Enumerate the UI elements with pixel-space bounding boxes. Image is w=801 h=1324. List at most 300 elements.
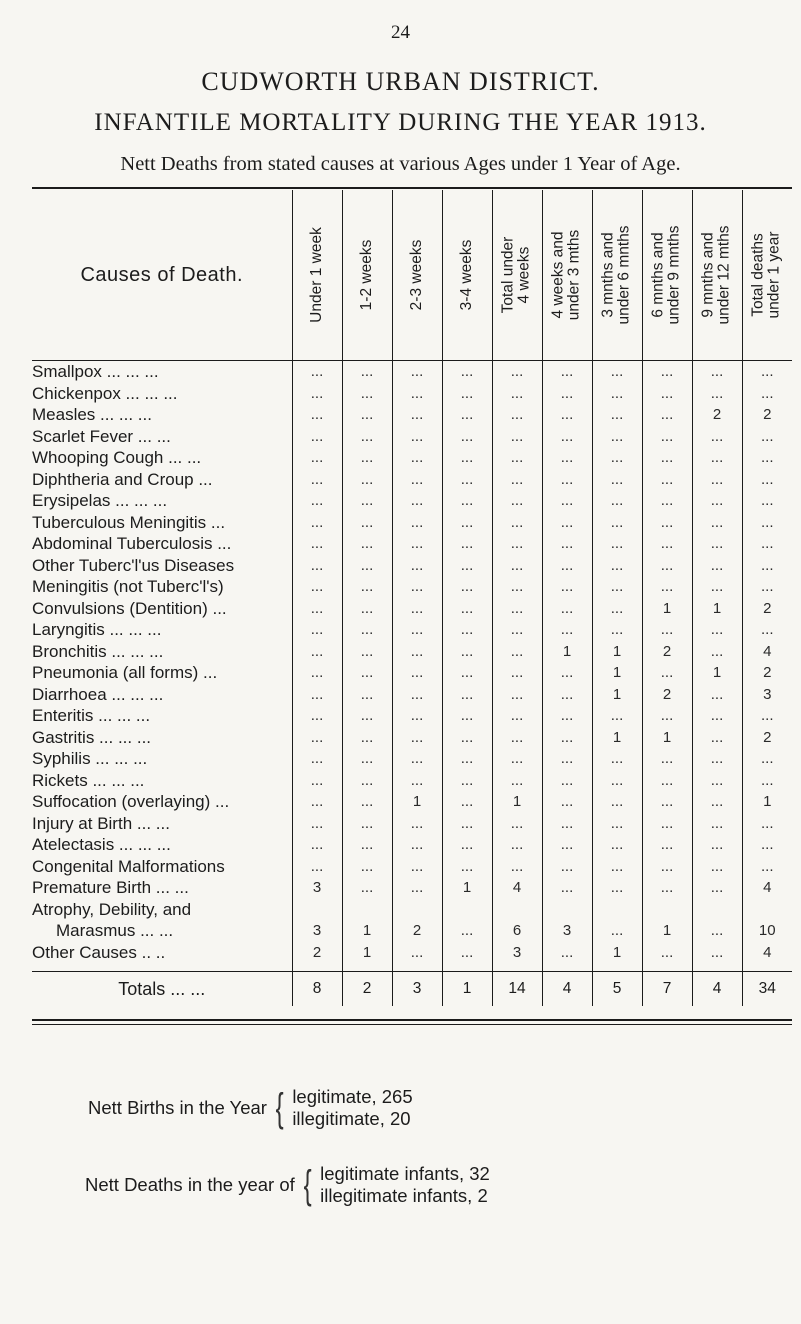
value-cell: ... [492,619,542,641]
value-cell: ... [642,576,692,598]
value-cell: ... [392,942,442,964]
value-cell: 1 [542,641,592,663]
age-header-label: 1-2 weeks [357,239,375,311]
table-row [32,791,792,813]
age-header-label: 2-3 weeks [407,239,425,311]
value-cell: ... [442,813,492,835]
table-row [32,619,792,641]
value-cell: ... [692,555,742,577]
value-cell: 2 [742,404,792,426]
value-cell: ... [442,555,492,577]
brace-icon: { [275,1086,284,1130]
page-number: 24 [391,22,410,43]
value-cell: ... [342,512,392,534]
value-cell: ... [542,426,592,448]
table-row [32,748,792,770]
cause-cell: Abdominal Tuberculosis ... [32,534,232,553]
value-cell: ... [642,469,692,491]
value-cell: ... [342,619,392,641]
value-cell: ... [692,834,742,856]
spacer-cell [542,963,592,972]
value-cell: ... [692,619,742,641]
value-cell: ... [642,533,692,555]
age-header [392,190,442,361]
value-cell: ... [592,920,642,942]
value-cell: ... [692,705,742,727]
value-cell: ... [642,856,692,878]
table-row [32,877,792,899]
value-cell: ... [542,490,592,512]
value-cell: 1 [642,920,692,942]
age-header-label: Total under 4 weeks [499,236,533,314]
cause-cell: Measles ... ... ... [32,405,152,424]
value-cell: ... [742,834,792,856]
value-cell: 1 [342,942,392,964]
value-cell: ... [342,555,392,577]
total-cell: 5 [592,972,642,1007]
value-cell: ... [542,942,592,964]
age-header [592,190,642,361]
value-cell: ... [292,856,342,878]
value-cell: ... [642,834,692,856]
value-cell: ... [692,576,742,598]
value-cell: 1 [492,791,542,813]
value-cell: ... [692,469,742,491]
value-cell: ... [392,748,442,770]
value-cell: ... [742,576,792,598]
value-cell: ... [442,447,492,469]
value-cell: 6 [492,920,542,942]
value-cell: ... [592,383,642,405]
value-cell: ... [292,469,342,491]
age-header-label: 6 mnths and under 9 mnths [649,225,683,325]
value-cell: ... [542,727,592,749]
value-cell: ... [492,856,542,878]
value-cell: ... [492,576,542,598]
age-header-label: 3-4 weeks [457,239,475,311]
value-cell: ... [742,619,792,641]
value-cell: ... [742,469,792,491]
value-cell: ... [642,770,692,792]
value-cell: 1 [642,598,692,620]
table-row [32,512,792,534]
mortality-table [32,190,792,1006]
value-cell: ... [342,426,392,448]
value-cell: ... [692,920,742,942]
value-cell: ... [642,555,692,577]
value-cell: ... [692,447,742,469]
value-cell: ... [342,490,392,512]
value-cell: ... [642,662,692,684]
spacer-row [32,963,792,972]
value-cell: ... [692,727,742,749]
value-cell: 1 [442,877,492,899]
value-cell: ... [542,598,592,620]
cause-cell: Meningitis (not Tuberc'l's) [32,577,224,596]
value-cell: 2 [742,727,792,749]
value-cell: ... [292,813,342,835]
total-cell: 3 [392,972,442,1007]
value-cell: ... [442,598,492,620]
cause-cell: Gastritis ... ... ... [32,727,152,747]
value-cell: ... [492,512,542,534]
cause-cell: Premature Birth ... ... [32,878,189,897]
value-cell: ... [442,641,492,663]
value-cell: ... [692,770,742,792]
value-cell: ... [542,383,592,405]
deaths-prefix: Nett Deaths in the year of [85,1174,295,1195]
age-header-label: 3 mnths and under 6 mnths [599,225,633,325]
document-title: CUDWORTH URBAN DISTRICT. [201,67,600,96]
table-row [32,383,792,405]
total-cell: 4 [692,972,742,1007]
value-cell: ... [342,662,392,684]
spacer-cell [492,963,542,972]
value-cell [492,899,542,921]
cause-cell: Suffocation (overlaying) ... [32,792,230,811]
value-cell: 2 [642,641,692,663]
table-row [32,920,792,942]
table-row [32,555,792,577]
value-cell [642,899,692,921]
value-cell: ... [442,576,492,598]
table-row [32,899,792,921]
value-cell: ... [442,426,492,448]
spacer-cell [342,963,392,972]
age-header-label: 9 mnths and under 12 mths [699,225,733,325]
table-row [32,490,792,512]
value-cell: 1 [392,791,442,813]
value-cell: ... [542,684,592,706]
value-cell: ... [692,791,742,813]
value-cell: ... [442,383,492,405]
cause-cell: Syphilis ... ... ... [32,749,148,768]
age-header-label: 4 weeks and under 3 mths [549,229,583,321]
value-cell [542,899,592,921]
value-cell: ... [392,705,442,727]
value-cell: ... [292,447,342,469]
value-cell: ... [692,426,742,448]
value-cell: ... [292,705,342,727]
value-cell: ... [542,813,592,835]
value-cell: ... [642,383,692,405]
value-cell: ... [542,877,592,899]
value-cell: ... [742,490,792,512]
value-cell: ... [642,877,692,899]
value-cell: ... [692,641,742,663]
table-row [32,705,792,727]
value-cell: ... [692,856,742,878]
value-cell: ... [592,834,642,856]
value-cell: ... [442,469,492,491]
value-cell: ... [442,727,492,749]
value-cell: ... [492,598,542,620]
total-cell: 34 [742,972,792,1007]
value-cell: ... [742,813,792,835]
value-cell: ... [642,813,692,835]
value-cell: ... [342,641,392,663]
value-cell: ... [392,598,442,620]
value-cell: 1 [342,920,392,942]
value-cell: 2 [692,404,742,426]
value-cell: ... [292,512,342,534]
table-row [32,727,792,749]
value-cell: ... [342,383,392,405]
value-cell: ... [292,641,342,663]
value-cell: ... [642,447,692,469]
table-row [32,447,792,469]
value-cell: ... [592,770,642,792]
value-cell: ... [342,684,392,706]
value-cell [742,899,792,921]
value-cell: ... [592,555,642,577]
value-cell: ... [392,555,442,577]
age-header [342,190,392,361]
value-cell: ... [542,533,592,555]
totals-row [32,972,792,1007]
cause-cell: Pneumonia (all forms) ... [32,663,218,682]
cause-cell: Atrophy, Debility, and [32,899,192,919]
value-cell: ... [542,662,592,684]
value-cell: 4 [742,877,792,899]
value-cell: ... [592,813,642,835]
value-cell: 3 [292,877,342,899]
value-cell: ... [592,447,642,469]
value-cell: ... [742,533,792,555]
value-cell: ... [392,404,442,426]
value-cell: ... [392,533,442,555]
value-cell: 3 [742,684,792,706]
spacer-cell [692,963,742,972]
value-cell: ... [592,598,642,620]
causes-header: Causes of Death. [32,190,292,361]
value-cell: ... [342,705,392,727]
value-cell: ... [542,512,592,534]
value-cell: ... [492,383,542,405]
cause-cell: Diphtheria and Croup ... [32,469,213,489]
deaths-illegitimate: illegitimate infants, 2 [320,1185,488,1206]
value-cell: ... [592,426,642,448]
table-row [32,813,792,835]
value-cell: ... [342,404,392,426]
value-cell: ... [542,834,592,856]
value-cell: ... [342,469,392,491]
cause-cell: Rickets ... ... ... [32,770,145,790]
value-cell: ... [542,705,592,727]
value-cell: ... [642,791,692,813]
age-header [292,190,342,361]
value-cell: 1 [592,942,642,964]
value-cell: ... [642,490,692,512]
value-cell: ... [592,576,642,598]
value-cell: ... [492,834,542,856]
value-cell: ... [342,856,392,878]
value-cell: ... [292,555,342,577]
value-cell: ... [542,447,592,469]
value-cell: 3 [542,920,592,942]
value-cell: ... [342,834,392,856]
value-cell [592,899,642,921]
total-cell: 2 [342,972,392,1007]
value-cell: ... [392,426,442,448]
spacer-cell [642,963,692,972]
value-cell: ... [292,834,342,856]
value-cell: ... [592,748,642,770]
value-cell: ... [492,490,542,512]
value-cell: ... [392,512,442,534]
value-cell: ... [492,361,542,383]
cause-cell: Atelectasis ... ... ... [32,835,171,854]
value-cell: ... [542,576,592,598]
value-cell: ... [442,662,492,684]
value-cell: ... [392,727,442,749]
value-cell: ... [442,834,492,856]
value-cell: ... [392,856,442,878]
document-subtitle: INFANTILE MORTALITY DURING THE YEAR 1913. [94,109,707,136]
value-cell: ... [392,361,442,383]
value-cell: ... [292,426,342,448]
value-cell: ... [542,361,592,383]
cause-cell: Totals ... ... [32,972,292,1007]
value-cell: 4 [492,877,542,899]
cause-cell: Tuberculous Meningitis ... [32,512,226,532]
value-cell: 1 [592,641,642,663]
value-cell: ... [542,555,592,577]
value-cell: ... [692,877,742,899]
value-cell: ... [492,426,542,448]
value-cell: ... [592,469,642,491]
value-cell: ... [342,727,392,749]
value-cell: ... [392,813,442,835]
value-cell: ... [342,576,392,598]
value-cell: ... [642,404,692,426]
value-cell: ... [442,748,492,770]
value-cell: ... [592,619,642,641]
value-cell: ... [542,770,592,792]
value-cell: ... [492,404,542,426]
value-cell: 4 [742,942,792,964]
value-cell: ... [742,447,792,469]
nett-deaths [85,1163,490,1207]
total-cell: 14 [492,972,542,1007]
spacer-cell [742,963,792,972]
table-row [32,576,792,598]
value-cell: ... [692,512,742,534]
value-cell: ... [292,662,342,684]
births-breakdown [292,1086,412,1130]
value-cell: ... [692,361,742,383]
value-cell: ... [542,856,592,878]
total-cell: 8 [292,972,342,1007]
value-cell: ... [692,490,742,512]
value-cell: ... [392,641,442,663]
value-cell: 1 [692,662,742,684]
value-cell: ... [392,684,442,706]
table-row [32,834,792,856]
value-cell: ... [442,770,492,792]
cause-cell: Erysipelas ... ... ... [32,491,168,510]
value-cell: 1 [592,662,642,684]
value-cell: ... [442,684,492,706]
cause-cell: Laryngitis ... ... ... [32,620,162,639]
value-cell: ... [492,469,542,491]
value-cell: ... [392,383,442,405]
value-cell: ... [692,748,742,770]
top-rule [32,187,792,189]
table-row [32,770,792,792]
value-cell: ... [442,533,492,555]
value-cell: ... [392,662,442,684]
cause-cell: Whooping Cough ... ... [32,448,202,467]
cause-cell: Injury at Birth ... ... [32,813,170,833]
value-cell: ... [692,533,742,555]
bottom-rule-thin [32,1024,792,1025]
total-cell: 4 [542,972,592,1007]
value-cell: ... [392,490,442,512]
cause-cell: Congenital Malformations [32,856,225,876]
header-row [32,190,792,361]
value-cell: ... [492,533,542,555]
value-cell: ... [742,770,792,792]
value-cell: ... [592,533,642,555]
value-cell: ... [442,920,492,942]
value-cell: ... [292,598,342,620]
value-cell: 2 [642,684,692,706]
age-header-label: Under 1 week [307,227,325,323]
value-cell: ... [542,619,592,641]
cause-cell: Marasmus ... ... [56,921,174,940]
value-cell: ... [542,469,592,491]
value-cell: ... [442,404,492,426]
value-cell: ... [292,533,342,555]
value-cell: ... [742,856,792,878]
value-cell: ... [742,361,792,383]
value-cell: ... [492,748,542,770]
value-cell: ... [392,834,442,856]
cause-cell: Scarlet Fever ... ... [32,426,171,446]
value-cell: ... [542,791,592,813]
value-cell: ... [642,705,692,727]
deaths-breakdown [320,1163,490,1207]
value-cell: ... [742,748,792,770]
value-cell: ... [342,598,392,620]
table-row [32,942,792,964]
value-cell: ... [442,705,492,727]
value-cell: 4 [742,641,792,663]
brace-icon: { [303,1163,312,1207]
spacer-cell [292,963,342,972]
value-cell: ... [492,641,542,663]
table-row [32,598,792,620]
value-cell: ... [292,576,342,598]
value-cell: ... [692,684,742,706]
value-cell: ... [492,447,542,469]
table-row [32,426,792,448]
value-cell: ... [392,447,442,469]
value-cell: 1 [592,684,642,706]
value-cell: ... [592,705,642,727]
value-cell: ... [742,426,792,448]
value-cell: ... [492,727,542,749]
births-legitimate: legitimate, 265 [292,1086,413,1107]
value-cell: ... [292,791,342,813]
value-cell: ... [492,684,542,706]
age-header [692,190,742,361]
table-row [32,533,792,555]
value-cell: ... [592,512,642,534]
value-cell [392,899,442,921]
value-cell: ... [592,361,642,383]
